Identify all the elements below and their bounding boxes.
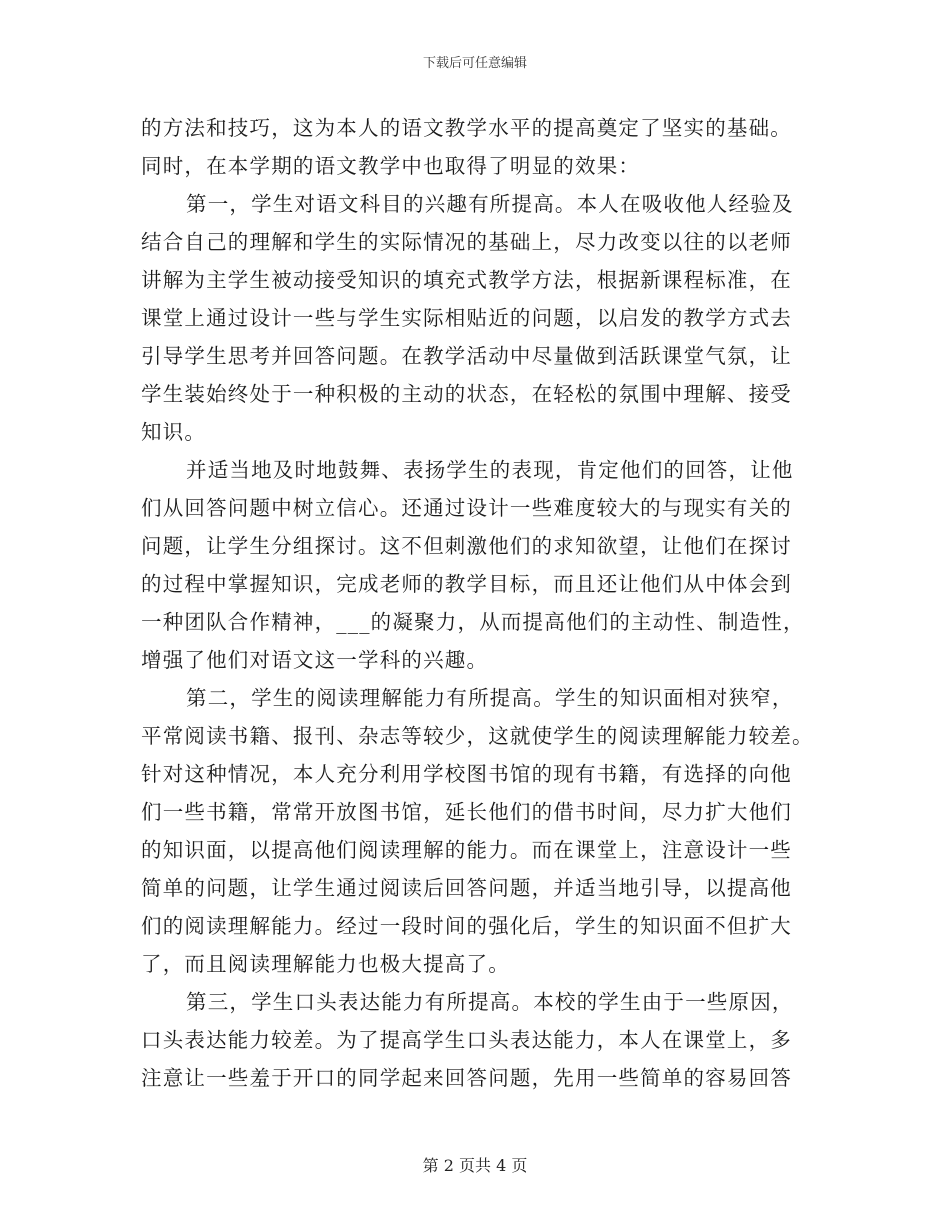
text-line: 结合自己的理解和学生的实际情况的基础上，尽力改变以往的以老师: [141, 230, 792, 254]
text-line: 第二，学生的阅读理解能力有所提高。学生的知识面相对狭窄，: [186, 686, 794, 710]
text-line: 一种团队合作精神，___的凝聚力，从而提高他们的主动性、制造性，: [141, 610, 805, 634]
text-line: 们的阅读理解能力。经过一段时间的强化后，学生的知识面不但扩大: [141, 914, 792, 938]
page-header: 下载后可任意编辑: [422, 56, 527, 71]
text-line: 平常阅读书籍、报刊、杂志等较少，这就使学生的阅读理解能力较差。: [141, 724, 814, 748]
text-line: 注意让一些羞于开口的同学起来回答问题，先用一些简单的容易回答: [141, 1066, 792, 1090]
text-line: 简单的问题，让学生通过阅读后回答问题，并适当地引导，以提高他: [141, 876, 792, 900]
text-line: 问题，让学生分组探讨。这不但刺激他们的求知欲望，让他们在探讨: [141, 534, 792, 558]
text-line: 第一，学生对语文科目的兴趣有所提高。本人在吸收他人经验及: [186, 192, 794, 216]
text-line: 针对这种情况，本人充分利用学校图书馆的现有书籍，有选择的向他: [141, 762, 792, 786]
text-line: 的方法和技巧，这为本人的语文教学水平的提高奠定了坚实的基础。: [141, 116, 792, 140]
text-line: 引导学生思考并回答问题。在教学活动中尽量做到活跃课堂气氛，让: [141, 344, 792, 368]
text-line: 第三，学生口头表达能力有所提高。本校的学生由于一些原因，: [186, 990, 794, 1014]
page-footer: 第 2 页共 4 页: [422, 1156, 528, 1175]
text-line: 增强了他们对语文这一学科的兴趣。: [141, 648, 489, 672]
text-line: 课堂上通过设计一些与学生实际相贴近的问题，以启发的教学方式去: [141, 306, 792, 330]
text-line: 们一些书籍，常常开放图书馆，延长他们的借书时间，尽力扩大他们: [141, 800, 792, 824]
text-line: 口头表达能力较差。为了提高学生口头表达能力，本人在课堂上，多: [141, 1028, 792, 1052]
text-line: 们从回答问题中树立信心。还通过设计一些难度较大的与现实有关的: [141, 496, 792, 520]
text-line: 的知识面，以提高他们阅读理解的能力。而在课堂上，注意设计一些: [141, 838, 792, 862]
text-line: 讲解为主学生被动接受知识的填充式教学方法，根据新课程标准，在: [141, 268, 792, 292]
text-line: 了，而且阅读理解能力也极大提高了。: [141, 952, 510, 976]
text-line: 并适当地及时地鼓舞、表扬学生的表现，肯定他们的回答，让他: [186, 458, 794, 482]
text-line: 的过程中掌握知识，完成老师的教学目标，而且还让他们从中体会到: [141, 572, 792, 596]
text-line: 同时，在本学期的语文教学中也取得了明显的效果：: [141, 154, 641, 178]
document-body: [141, 109, 814, 1097]
text-line: 知识。: [141, 420, 207, 444]
text-line: 学生装始终处于一种积极的主动的状态，在轻松的氛围中理解、接受: [141, 382, 792, 406]
